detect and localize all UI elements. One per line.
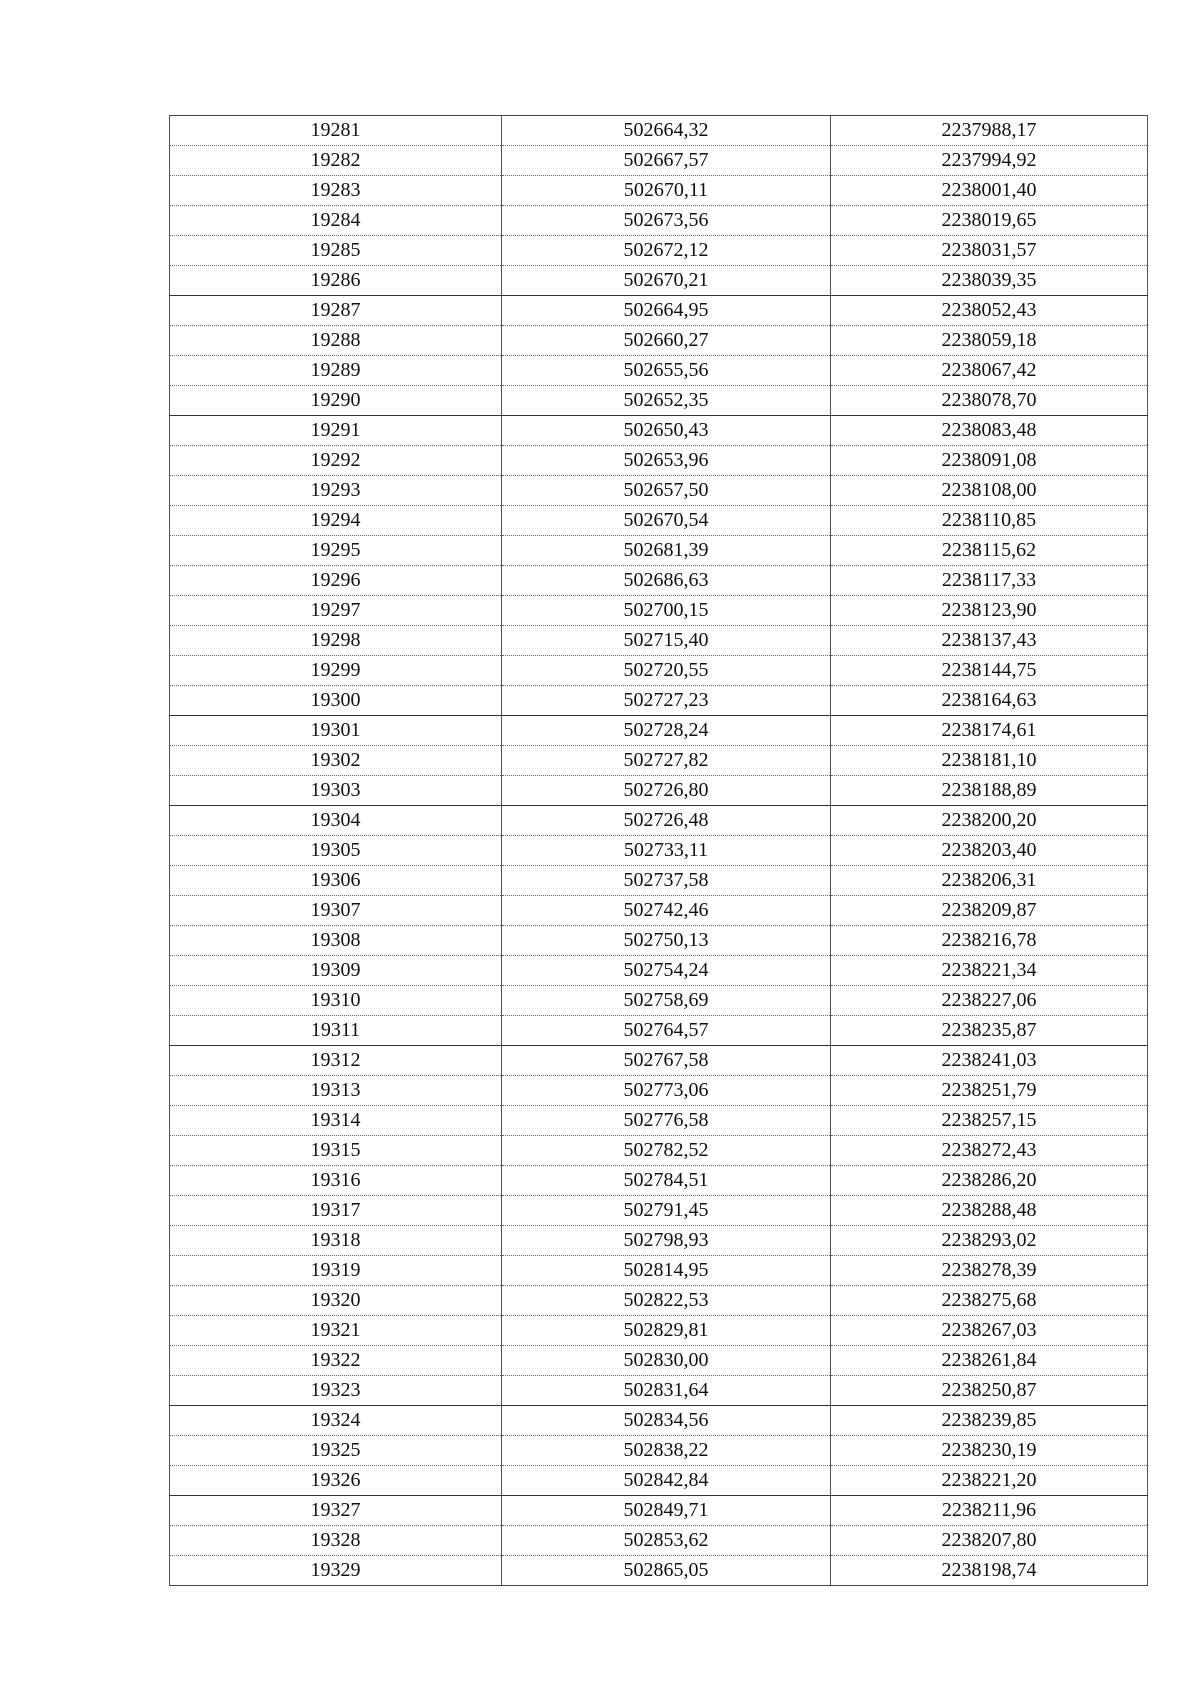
point-number-cell: 19326: [170, 1466, 502, 1496]
x-coordinate-cell: 502672,12: [502, 236, 831, 266]
table-row: [170, 746, 1148, 776]
y-coordinate-cell: 2238293,02: [831, 1226, 1148, 1256]
table-row: [170, 1286, 1148, 1316]
point-number-cell: 19304: [170, 806, 502, 836]
x-coordinate-cell: 502657,50: [502, 476, 831, 506]
x-coordinate-cell: 502754,24: [502, 956, 831, 986]
point-number-cell: 19322: [170, 1346, 502, 1376]
point-number-cell: 19329: [170, 1556, 502, 1586]
point-number-cell: 19318: [170, 1226, 502, 1256]
y-coordinate-cell: 2238209,87: [831, 896, 1148, 926]
y-coordinate-cell: 2238181,10: [831, 746, 1148, 776]
x-coordinate-cell: 502865,05: [502, 1556, 831, 1586]
y-coordinate-cell: 2238091,08: [831, 446, 1148, 476]
point-number-cell: 19317: [170, 1196, 502, 1226]
y-coordinate-cell: 2238251,79: [831, 1076, 1148, 1106]
table-row: [170, 926, 1148, 956]
point-number-cell: 19286: [170, 266, 502, 296]
y-coordinate-cell: 2238221,20: [831, 1466, 1148, 1496]
x-coordinate-cell: 502727,23: [502, 686, 831, 716]
y-coordinate-cell: 2238257,15: [831, 1106, 1148, 1136]
table-row: [170, 986, 1148, 1016]
point-number-cell: 19287: [170, 296, 502, 326]
point-number-cell: 19282: [170, 146, 502, 176]
table-row: [170, 1436, 1148, 1466]
x-coordinate-cell: 502784,51: [502, 1166, 831, 1196]
point-number-cell: 19306: [170, 866, 502, 896]
table-row: [170, 1046, 1148, 1076]
y-coordinate-cell: 2238288,48: [831, 1196, 1148, 1226]
point-number-cell: 19312: [170, 1046, 502, 1076]
point-number-cell: 19327: [170, 1496, 502, 1526]
point-number-cell: 19325: [170, 1436, 502, 1466]
y-coordinate-cell: 2238067,42: [831, 356, 1148, 386]
y-coordinate-cell: 2238211,96: [831, 1496, 1148, 1526]
x-coordinate-cell: 502670,21: [502, 266, 831, 296]
x-coordinate-cell: 502829,81: [502, 1316, 831, 1346]
point-number-cell: 19283: [170, 176, 502, 206]
y-coordinate-cell: 2238031,57: [831, 236, 1148, 266]
point-number-cell: 19299: [170, 656, 502, 686]
y-coordinate-cell: 2238235,87: [831, 1016, 1148, 1046]
point-number-cell: 19298: [170, 626, 502, 656]
x-coordinate-cell: 502742,46: [502, 896, 831, 926]
x-coordinate-cell: 502750,13: [502, 926, 831, 956]
table-row: [170, 1136, 1148, 1166]
x-coordinate-cell: 502758,69: [502, 986, 831, 1016]
y-coordinate-cell: 2238117,33: [831, 566, 1148, 596]
x-coordinate-cell: 502849,71: [502, 1496, 831, 1526]
table-row: [170, 1496, 1148, 1526]
table-row: [170, 536, 1148, 566]
y-coordinate-cell: 2238241,03: [831, 1046, 1148, 1076]
point-number-cell: 19300: [170, 686, 502, 716]
table-row: [170, 956, 1148, 986]
coordinates-table-body: [170, 116, 1148, 1586]
x-coordinate-cell: 502733,11: [502, 836, 831, 866]
y-coordinate-cell: 2238227,06: [831, 986, 1148, 1016]
table-row: [170, 1346, 1148, 1376]
x-coordinate-cell: 502737,58: [502, 866, 831, 896]
table-row: [170, 476, 1148, 506]
x-coordinate-cell: 502798,93: [502, 1226, 831, 1256]
table-row: [170, 356, 1148, 386]
point-number-cell: 19313: [170, 1076, 502, 1106]
y-coordinate-cell: 2238188,89: [831, 776, 1148, 806]
point-number-cell: 19285: [170, 236, 502, 266]
x-coordinate-cell: 502822,53: [502, 1286, 831, 1316]
point-number-cell: 19293: [170, 476, 502, 506]
y-coordinate-cell: 2238250,87: [831, 1376, 1148, 1406]
x-coordinate-cell: 502838,22: [502, 1436, 831, 1466]
y-coordinate-cell: 2238239,85: [831, 1406, 1148, 1436]
point-number-cell: 19314: [170, 1106, 502, 1136]
point-number-cell: 19290: [170, 386, 502, 416]
y-coordinate-cell: 2238216,78: [831, 926, 1148, 956]
x-coordinate-cell: 502667,57: [502, 146, 831, 176]
table-row: [170, 1106, 1148, 1136]
y-coordinate-cell: 2238261,84: [831, 1346, 1148, 1376]
point-number-cell: 19292: [170, 446, 502, 476]
x-coordinate-cell: 502673,56: [502, 206, 831, 236]
y-coordinate-cell: 2238115,62: [831, 536, 1148, 566]
x-coordinate-cell: 502764,57: [502, 1016, 831, 1046]
table-row: [170, 896, 1148, 926]
point-number-cell: 19302: [170, 746, 502, 776]
x-coordinate-cell: 502773,06: [502, 1076, 831, 1106]
table-row: [170, 836, 1148, 866]
point-number-cell: 19311: [170, 1016, 502, 1046]
point-number-cell: 19297: [170, 596, 502, 626]
point-number-cell: 19294: [170, 506, 502, 536]
point-number-cell: 19323: [170, 1376, 502, 1406]
x-coordinate-cell: 502700,15: [502, 596, 831, 626]
y-coordinate-cell: 2238019,65: [831, 206, 1148, 236]
x-coordinate-cell: 502650,43: [502, 416, 831, 446]
table-row: [170, 1076, 1148, 1106]
table-row: [170, 656, 1148, 686]
point-number-cell: 19320: [170, 1286, 502, 1316]
y-coordinate-cell: 2238110,85: [831, 506, 1148, 536]
point-number-cell: 19310: [170, 986, 502, 1016]
x-coordinate-cell: 502670,54: [502, 506, 831, 536]
x-coordinate-cell: 502655,56: [502, 356, 831, 386]
x-coordinate-cell: 502776,58: [502, 1106, 831, 1136]
y-coordinate-cell: 2237994,92: [831, 146, 1148, 176]
table-row: [170, 596, 1148, 626]
x-coordinate-cell: 502782,52: [502, 1136, 831, 1166]
y-coordinate-cell: 2238272,43: [831, 1136, 1148, 1166]
y-coordinate-cell: 2238206,31: [831, 866, 1148, 896]
table-row: [170, 1316, 1148, 1346]
table-row: [170, 686, 1148, 716]
table-row: [170, 1166, 1148, 1196]
table-row: [170, 716, 1148, 746]
table-row: [170, 1016, 1148, 1046]
table-row: [170, 296, 1148, 326]
table-row: [170, 1376, 1148, 1406]
table-row: [170, 176, 1148, 206]
y-coordinate-cell: 2238203,40: [831, 836, 1148, 866]
y-coordinate-cell: 2238059,18: [831, 326, 1148, 356]
x-coordinate-cell: 502853,62: [502, 1526, 831, 1556]
point-number-cell: 19281: [170, 116, 502, 146]
table-row: [170, 116, 1148, 146]
y-coordinate-cell: 2238144,75: [831, 656, 1148, 686]
point-number-cell: 19307: [170, 896, 502, 926]
x-coordinate-cell: 502726,80: [502, 776, 831, 806]
point-number-cell: 19324: [170, 1406, 502, 1436]
table-row: [170, 776, 1148, 806]
point-number-cell: 19328: [170, 1526, 502, 1556]
x-coordinate-cell: 502720,55: [502, 656, 831, 686]
x-coordinate-cell: 502791,45: [502, 1196, 831, 1226]
point-number-cell: 19296: [170, 566, 502, 596]
table-row: [170, 1196, 1148, 1226]
y-coordinate-cell: 2238078,70: [831, 386, 1148, 416]
table-row: [170, 146, 1148, 176]
y-coordinate-cell: 2238174,61: [831, 716, 1148, 746]
x-coordinate-cell: 502652,35: [502, 386, 831, 416]
x-coordinate-cell: 502660,27: [502, 326, 831, 356]
y-coordinate-cell: 2238198,74: [831, 1556, 1148, 1586]
table-row: [170, 566, 1148, 596]
point-number-cell: 19289: [170, 356, 502, 386]
point-number-cell: 19321: [170, 1316, 502, 1346]
y-coordinate-cell: 2238052,43: [831, 296, 1148, 326]
y-coordinate-cell: 2238164,63: [831, 686, 1148, 716]
y-coordinate-cell: 2238207,80: [831, 1526, 1148, 1556]
y-coordinate-cell: 2238221,34: [831, 956, 1148, 986]
table-row: [170, 386, 1148, 416]
point-number-cell: 19284: [170, 206, 502, 236]
y-coordinate-cell: 2238039,35: [831, 266, 1148, 296]
point-number-cell: 19309: [170, 956, 502, 986]
point-number-cell: 19303: [170, 776, 502, 806]
x-coordinate-cell: 502681,39: [502, 536, 831, 566]
x-coordinate-cell: 502664,95: [502, 296, 831, 326]
x-coordinate-cell: 502830,00: [502, 1346, 831, 1376]
y-coordinate-cell: 2237988,17: [831, 116, 1148, 146]
y-coordinate-cell: 2238001,40: [831, 176, 1148, 206]
y-coordinate-cell: 2238137,43: [831, 626, 1148, 656]
table-row: [170, 1526, 1148, 1556]
table-row: [170, 626, 1148, 656]
table-row: [170, 1466, 1148, 1496]
x-coordinate-cell: 502653,96: [502, 446, 831, 476]
point-number-cell: 19315: [170, 1136, 502, 1166]
x-coordinate-cell: 502726,48: [502, 806, 831, 836]
x-coordinate-cell: 502670,11: [502, 176, 831, 206]
y-coordinate-cell: 2238278,39: [831, 1256, 1148, 1286]
x-coordinate-cell: 502831,64: [502, 1376, 831, 1406]
x-coordinate-cell: 502767,58: [502, 1046, 831, 1076]
point-number-cell: 19301: [170, 716, 502, 746]
x-coordinate-cell: 502814,95: [502, 1256, 831, 1286]
x-coordinate-cell: 502715,40: [502, 626, 831, 656]
table-row: [170, 236, 1148, 266]
table-row: [170, 506, 1148, 536]
y-coordinate-cell: 2238123,90: [831, 596, 1148, 626]
x-coordinate-cell: 502834,56: [502, 1406, 831, 1436]
y-coordinate-cell: 2238286,20: [831, 1166, 1148, 1196]
point-number-cell: 19319: [170, 1256, 502, 1286]
point-number-cell: 19295: [170, 536, 502, 566]
table-row: [170, 1556, 1148, 1586]
y-coordinate-cell: 2238108,00: [831, 476, 1148, 506]
y-coordinate-cell: 2238267,03: [831, 1316, 1148, 1346]
table-row: [170, 806, 1148, 836]
table-row: [170, 1406, 1148, 1436]
x-coordinate-cell: 502728,24: [502, 716, 831, 746]
x-coordinate-cell: 502842,84: [502, 1466, 831, 1496]
table-row: [170, 1226, 1148, 1256]
point-number-cell: 19305: [170, 836, 502, 866]
x-coordinate-cell: 502664,32: [502, 116, 831, 146]
point-number-cell: 19316: [170, 1166, 502, 1196]
table-row: [170, 266, 1148, 296]
point-number-cell: 19291: [170, 416, 502, 446]
table-row: [170, 866, 1148, 896]
y-coordinate-cell: 2238275,68: [831, 1286, 1148, 1316]
x-coordinate-cell: 502727,82: [502, 746, 831, 776]
coordinates-table: [169, 115, 1148, 1586]
table-row: [170, 326, 1148, 356]
y-coordinate-cell: 2238230,19: [831, 1436, 1148, 1466]
y-coordinate-cell: 2238200,20: [831, 806, 1148, 836]
point-number-cell: 19288: [170, 326, 502, 356]
table-row: [170, 446, 1148, 476]
y-coordinate-cell: 2238083,48: [831, 416, 1148, 446]
table-row: [170, 206, 1148, 236]
x-coordinate-cell: 502686,63: [502, 566, 831, 596]
point-number-cell: 19308: [170, 926, 502, 956]
table-row: [170, 416, 1148, 446]
table-row: [170, 1256, 1148, 1286]
